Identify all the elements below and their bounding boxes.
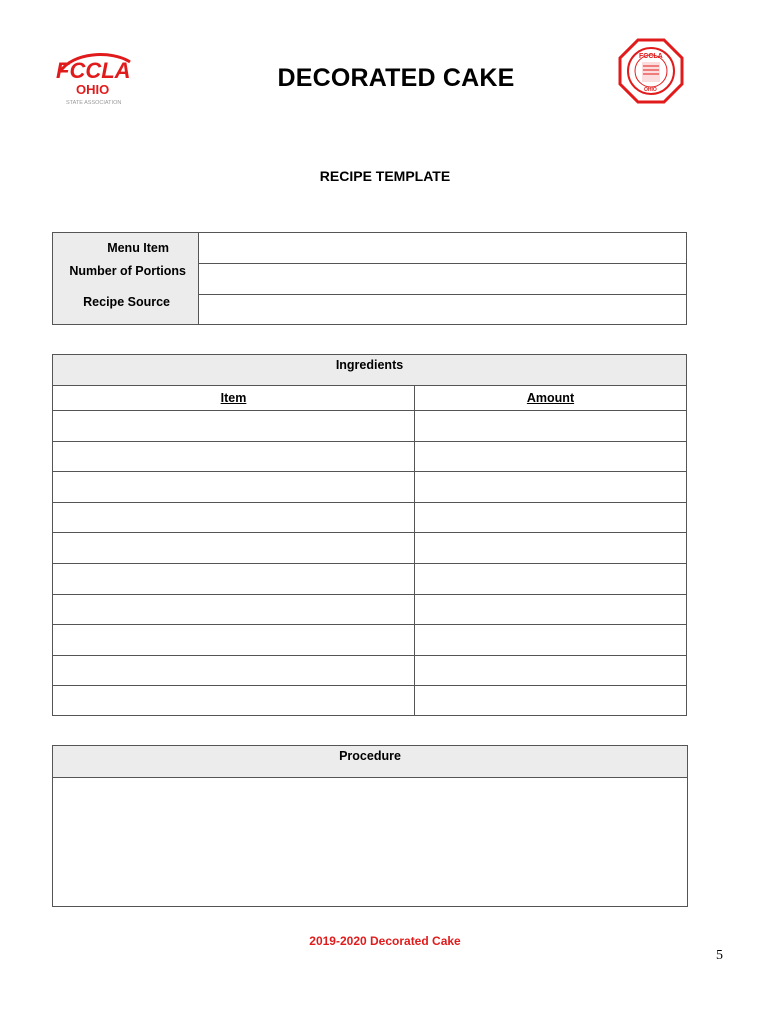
- seal-state-text: OHIO: [644, 87, 657, 93]
- logo-wordmark: FCCLA: [56, 58, 131, 83]
- ingredient-amount-cell[interactable]: [415, 503, 686, 533]
- menu-item-field[interactable]: [200, 233, 686, 263]
- procedure-field[interactable]: [53, 778, 687, 906]
- recipe-source-field[interactable]: [200, 295, 686, 325]
- ingredient-amount-cell[interactable]: [415, 411, 686, 441]
- ingredient-amount-cell[interactable]: [415, 533, 686, 563]
- number-of-portions-field[interactable]: [200, 264, 686, 294]
- page-subtitle: RECIPE TEMPLATE: [319, 168, 451, 184]
- menu-item-label: Menu Item: [107, 241, 169, 255]
- ingredient-item-cell[interactable]: [53, 411, 414, 441]
- ingredient-item-cell[interactable]: [53, 503, 414, 533]
- seal-badge-text: FCCLA: [639, 53, 663, 60]
- ingredient-item-cell[interactable]: [53, 442, 414, 472]
- page-number: 5: [716, 948, 723, 963]
- ingredient-amount-cell[interactable]: [415, 686, 686, 716]
- procedure-heading: Procedure: [53, 746, 687, 778]
- ingredients-table: [52, 354, 687, 716]
- ingredient-item-cell[interactable]: [53, 564, 414, 594]
- ingredient-amount-cell[interactable]: [415, 595, 686, 625]
- ingredient-amount-cell[interactable]: [415, 564, 686, 594]
- recipe-info-table: [52, 232, 687, 325]
- ingredient-amount-cell[interactable]: [415, 442, 686, 472]
- ingredient-amount-cell[interactable]: [415, 625, 686, 655]
- amount-column-header: Amount: [526, 391, 575, 405]
- info-label-column: [53, 233, 199, 324]
- logo-subtext: STATE ASSOCIATION: [66, 100, 122, 106]
- ingredients-heading: Ingredients: [53, 355, 686, 386]
- item-column-header: Item: [220, 391, 247, 405]
- ingredient-amount-cell[interactable]: [415, 656, 686, 686]
- ingredient-amount-cell[interactable]: [415, 472, 686, 502]
- ingredient-item-cell[interactable]: [53, 656, 414, 686]
- ingredient-item-cell[interactable]: [53, 595, 414, 625]
- ingredient-item-cell[interactable]: [53, 533, 414, 563]
- page-title: DECORATED CAKE: [277, 64, 515, 92]
- footer-text: 2019-2020 Decorated Cake: [309, 934, 461, 948]
- ingredient-item-cell[interactable]: [53, 472, 414, 502]
- number-of-portions-label: Number of Portions: [69, 264, 186, 278]
- logo-state: OHIO: [76, 82, 110, 97]
- ingredient-item-cell[interactable]: [53, 686, 414, 716]
- ingredient-item-cell[interactable]: [53, 625, 414, 655]
- procedure-box: [52, 745, 688, 907]
- recipe-source-label: Recipe Source: [83, 295, 170, 309]
